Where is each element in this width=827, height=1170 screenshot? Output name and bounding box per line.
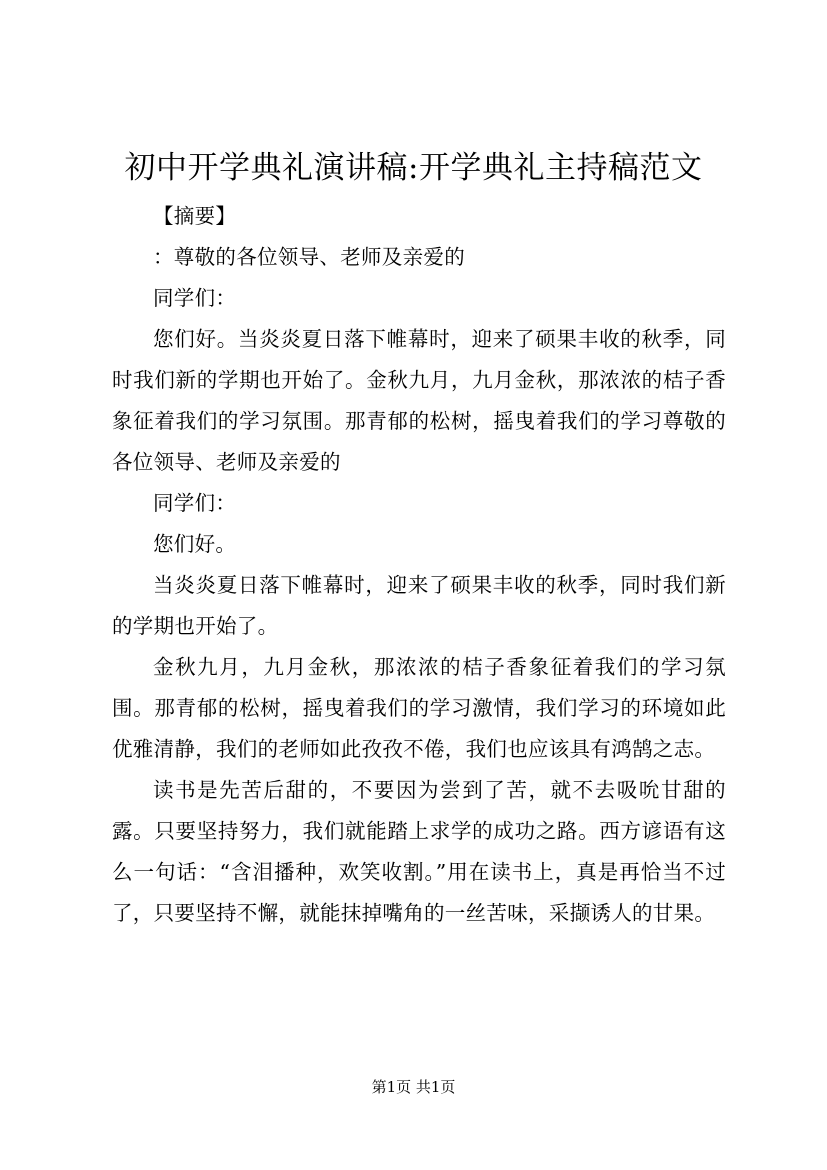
paragraph-hello: 您们好。 bbox=[153, 532, 237, 556]
paragraph-autumn: 当炎炎夏日落下帷幕时，迎来了硕果丰收的秋季，同时我们新的学期也开始了。 bbox=[112, 573, 726, 638]
page-footer: 第1页 共1页 bbox=[371, 1078, 456, 1096]
document-title: 初中开学典礼演讲稿:开学典礼主持稿范文 bbox=[124, 150, 703, 186]
document-body bbox=[112, 196, 726, 934]
paragraph-september: 金秋九月，九月金秋，那浓浓的桔子香象征着我们的学习氛围。那青郁的松树，摇曳着我们的学习激情，我们学习的环境如此优雅清静，我们的老师如此孜孜不倦，我们也应该具有鸿鹄之志。 bbox=[112, 655, 726, 761]
paragraph-opening: 您们好。当炎炎夏日落下帷幕时，迎来了硕果丰收的秋季，同时我们新的学期也开始了。金秋九月，九月金秋，那浓浓的桔子香象征着我们的学习氛围。那青郁的松树，摇曳着我们的学习尊敬的各位领导、老师及亲爱的 bbox=[112, 327, 726, 474]
paragraph-greeting: ：尊敬的各位领导、老师及亲爱的 bbox=[153, 245, 465, 269]
paragraph-students: 同学们： bbox=[153, 286, 237, 310]
paragraph-study: 读书是先苦后甜的，不要因为尝到了苦，就不去吸吮甘甜的露。只要坚持努力，我们就能踏上求学的成功之路。西方谚语有这么一句话：“含泪播种，欢笑收割。”用在读书上，真是再恰当不过了，只要坚持不懈，就能抹掉嘴角的一丝苦味，采撷诱人的甘果。 bbox=[112, 778, 726, 925]
paragraph-abstract-heading: 【摘要】 bbox=[153, 204, 237, 228]
paragraph-students-2: 同学们： bbox=[153, 491, 237, 515]
